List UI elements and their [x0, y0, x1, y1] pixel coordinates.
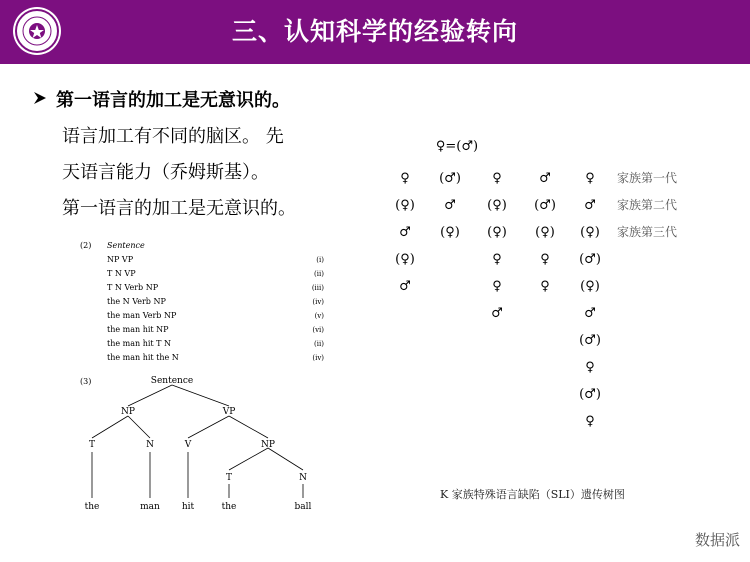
tree-node-vp: VP — [222, 407, 236, 417]
pedigree-symbol: ♀ — [585, 414, 595, 429]
generation-label: 家族第一代 — [617, 171, 678, 185]
pedigree-symbol: ♀ — [492, 252, 502, 267]
pedigree-symbol: (♀) — [487, 225, 507, 240]
derivation-row: the man Verb NP — [107, 311, 177, 320]
derivation-row-number: (iv) — [312, 354, 324, 362]
tree-node-root: Sentence — [150, 376, 194, 386]
generation-label: 家族第二代 — [617, 198, 678, 212]
derivation-row: the man hit the N — [107, 353, 179, 362]
derivation-row-number: (i) — [316, 256, 324, 264]
pedigree-symbol: ♂ — [444, 198, 456, 213]
derivation-row: the N Verb NP — [107, 297, 166, 306]
tree-node-np: NP — [121, 407, 135, 417]
derivation-row: T N Verb NP — [107, 283, 159, 292]
pedigree-top-symbol: ♀=(♂) — [435, 139, 479, 154]
body-line-3: 第一语言的加工是无意识的。 — [62, 198, 296, 219]
tree-leaf: hit — [181, 502, 195, 512]
body-line-2: 天语言能力（乔姆斯基）。 — [62, 162, 269, 183]
derivation-row-number: (iv) — [312, 298, 324, 306]
tree-node-t1: T — [88, 440, 96, 450]
tree-leaf: the — [221, 502, 237, 512]
pedigree-symbol: (♀) — [535, 225, 555, 240]
derivation-row: the man hit NP — [107, 325, 169, 334]
pedigree-symbol: ♂ — [399, 225, 411, 240]
tree-node-np2: NP — [261, 440, 275, 450]
pedigree-symbol: ♂ — [491, 306, 503, 321]
pedigree-chart — [385, 130, 715, 460]
derivation-label: (2) — [80, 241, 92, 250]
pedigree-symbol: (♀) — [487, 198, 507, 213]
pedigree-symbol: ♀ — [400, 171, 410, 186]
derivation-row: Sentence — [107, 241, 145, 250]
pedigree-symbol: (♂) — [579, 333, 601, 348]
tree-node-t2: T — [225, 473, 233, 483]
derivation-row: T N VP — [107, 269, 136, 278]
pedigree-symbol: ♀ — [585, 360, 595, 375]
parse-tree-labels — [0, 0, 340, 520]
pedigree-symbol: (♂) — [579, 252, 601, 267]
pedigree-symbol: ♂ — [584, 306, 596, 321]
derivation-row: the man hit T N — [107, 339, 172, 348]
derivation-row-number: (iii) — [311, 284, 324, 292]
derivation-row-number: (vi) — [312, 326, 324, 334]
pedigree-symbol: ♀ — [492, 279, 502, 294]
pedigree-caption: K 家族特殊语言缺陷（SLI）遗传树图 — [440, 488, 625, 501]
bullet-heading-text: 第一语言的加工是无意识的。 — [56, 90, 290, 111]
pedigree-symbol: (♀) — [395, 252, 415, 267]
tree-leaf: man — [140, 502, 160, 512]
tree-label: (3) — [80, 377, 92, 386]
tree-node-v: V — [184, 440, 192, 450]
derivation-row-number: (ii) — [314, 340, 324, 348]
tree-node-n1: N — [146, 440, 154, 450]
watermark: 数据派 — [694, 531, 740, 549]
pedigree-symbol: (♀) — [440, 225, 460, 240]
pedigree-symbol: (♀) — [580, 225, 600, 240]
pedigree-symbol: (♂) — [439, 171, 461, 186]
pedigree-symbol: (♂) — [579, 387, 601, 402]
derivation-row-number: (ii) — [314, 270, 324, 278]
derivation-row-number: (v) — [314, 312, 324, 320]
pedigree-symbol: ♂ — [584, 198, 596, 213]
pedigree-symbol: ♀ — [540, 252, 550, 267]
pedigree-symbol: ♀ — [540, 279, 550, 294]
pedigree-symbol: ♀ — [492, 171, 502, 186]
body-line-1: 语言加工有不同的脑区。 先 — [62, 126, 284, 147]
derivation-row: NP VP — [107, 255, 134, 264]
pedigree-symbol: (♂) — [534, 198, 556, 213]
pedigree-symbol: ♀ — [585, 171, 595, 186]
pedigree-symbol: ♂ — [399, 279, 411, 294]
pedigree-symbol: (♀) — [395, 198, 415, 213]
tree-leaf: the — [84, 502, 100, 512]
tree-node-n2: N — [299, 473, 307, 483]
page-title: 三、认知科学的经验转向 — [231, 17, 518, 46]
generation-label: 家族第三代 — [617, 225, 678, 239]
pedigree-symbol: (♀) — [580, 279, 600, 294]
pedigree-grid — [395, 171, 601, 429]
tree-leaf: ball — [294, 502, 312, 512]
pedigree-symbol: ♂ — [539, 171, 551, 186]
